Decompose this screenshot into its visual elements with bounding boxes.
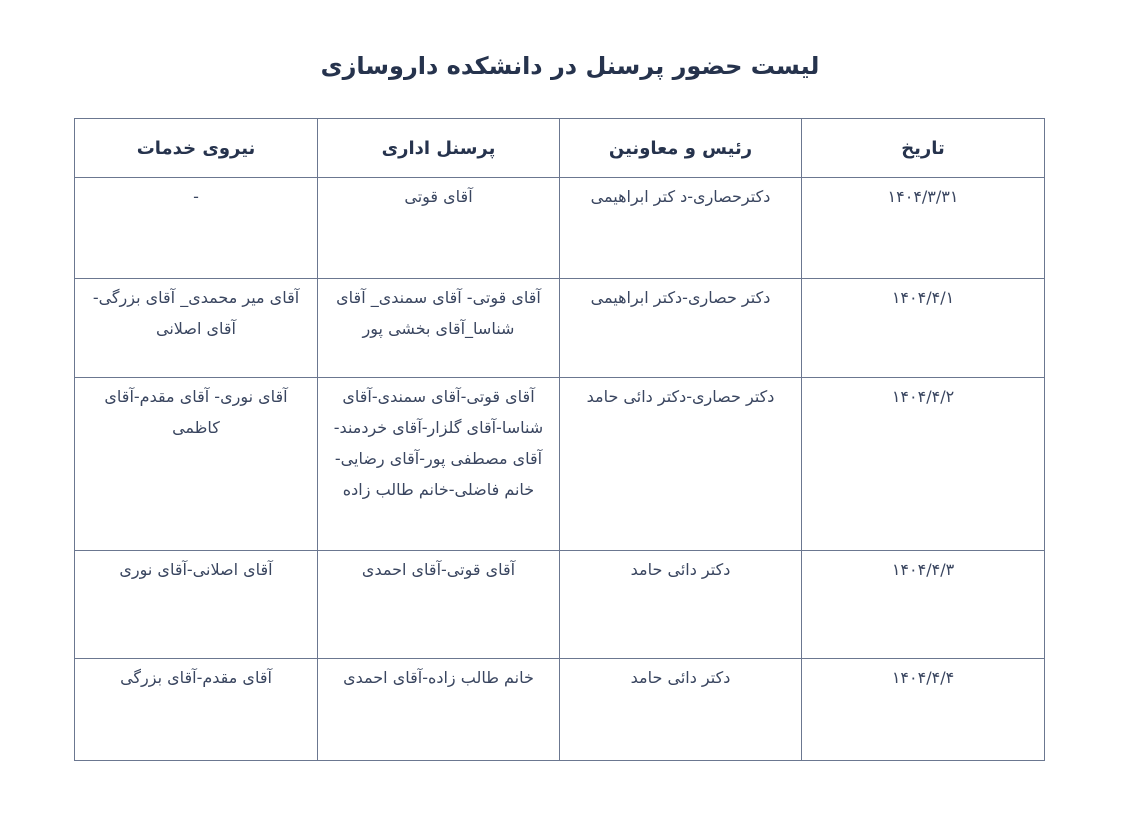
cell-heads: دکتر دائی حامد [560, 659, 802, 761]
attendance-table [74, 118, 1045, 761]
page-title: لیست حضور پرسنل در دانشکده داروسازی [320, 52, 820, 80]
table-row [75, 279, 1045, 378]
column-header-service: نیروی خدمات [75, 119, 318, 178]
cell-service: آقای اصلانی-آقای نوری [75, 551, 318, 659]
cell-admin: آقای قوتی [318, 178, 560, 279]
table-row [75, 659, 1045, 761]
column-header-admin: پرسنل اداری [318, 119, 560, 178]
cell-service: - [75, 178, 318, 279]
table-header-row [75, 119, 1045, 178]
cell-admin: خانم طالب زاده-آقای احمدی [318, 659, 560, 761]
cell-date: ۱۴۰۴/۴/۳ [802, 551, 1045, 659]
cell-admin: آقای قوتی- آقای سمندی_ آقای شناسا_آقای بخشی پور [318, 279, 560, 378]
cell-date: ۱۴۰۴/۴/۱ [802, 279, 1045, 378]
cell-date: ۱۴۰۴/۴/۲ [802, 378, 1045, 551]
column-header-heads: رئیس و معاونین [560, 119, 802, 178]
table-row [75, 551, 1045, 659]
cell-date: ۱۴۰۴/۴/۴ [802, 659, 1045, 761]
cell-heads: دکتر حصاری-دکتر دائی حامد [560, 378, 802, 551]
table-row [75, 378, 1045, 551]
cell-heads: دکتر حصاری-دکتر ابراهیمی [560, 279, 802, 378]
cell-service: آقای مقدم-آقای بزرگی [75, 659, 318, 761]
cell-heads: دکترحصاری-د کتر ابراهیمی [560, 178, 802, 279]
cell-service: آقای میر محمدی_ آقای بزرگی-آقای اصلانی [75, 279, 318, 378]
cell-heads: دکتر دائی حامد [560, 551, 802, 659]
cell-date: ۱۴۰۴/۳/۳۱ [802, 178, 1045, 279]
cell-admin: آقای قوتی-آقای سمندی-آقای شناسا-آقای گلزار-آقای خردمند-آقای مصطفی پور-آقای رضایی-خانم فاضلی-خانم طالب زاده [318, 378, 560, 551]
cell-admin: آقای قوتی-آقای احمدی [318, 551, 560, 659]
cell-service: آقای نوری- آقای مقدم-آقای کاظمی [75, 378, 318, 551]
column-header-date: تاریخ [802, 119, 1045, 178]
table-row [75, 178, 1045, 279]
